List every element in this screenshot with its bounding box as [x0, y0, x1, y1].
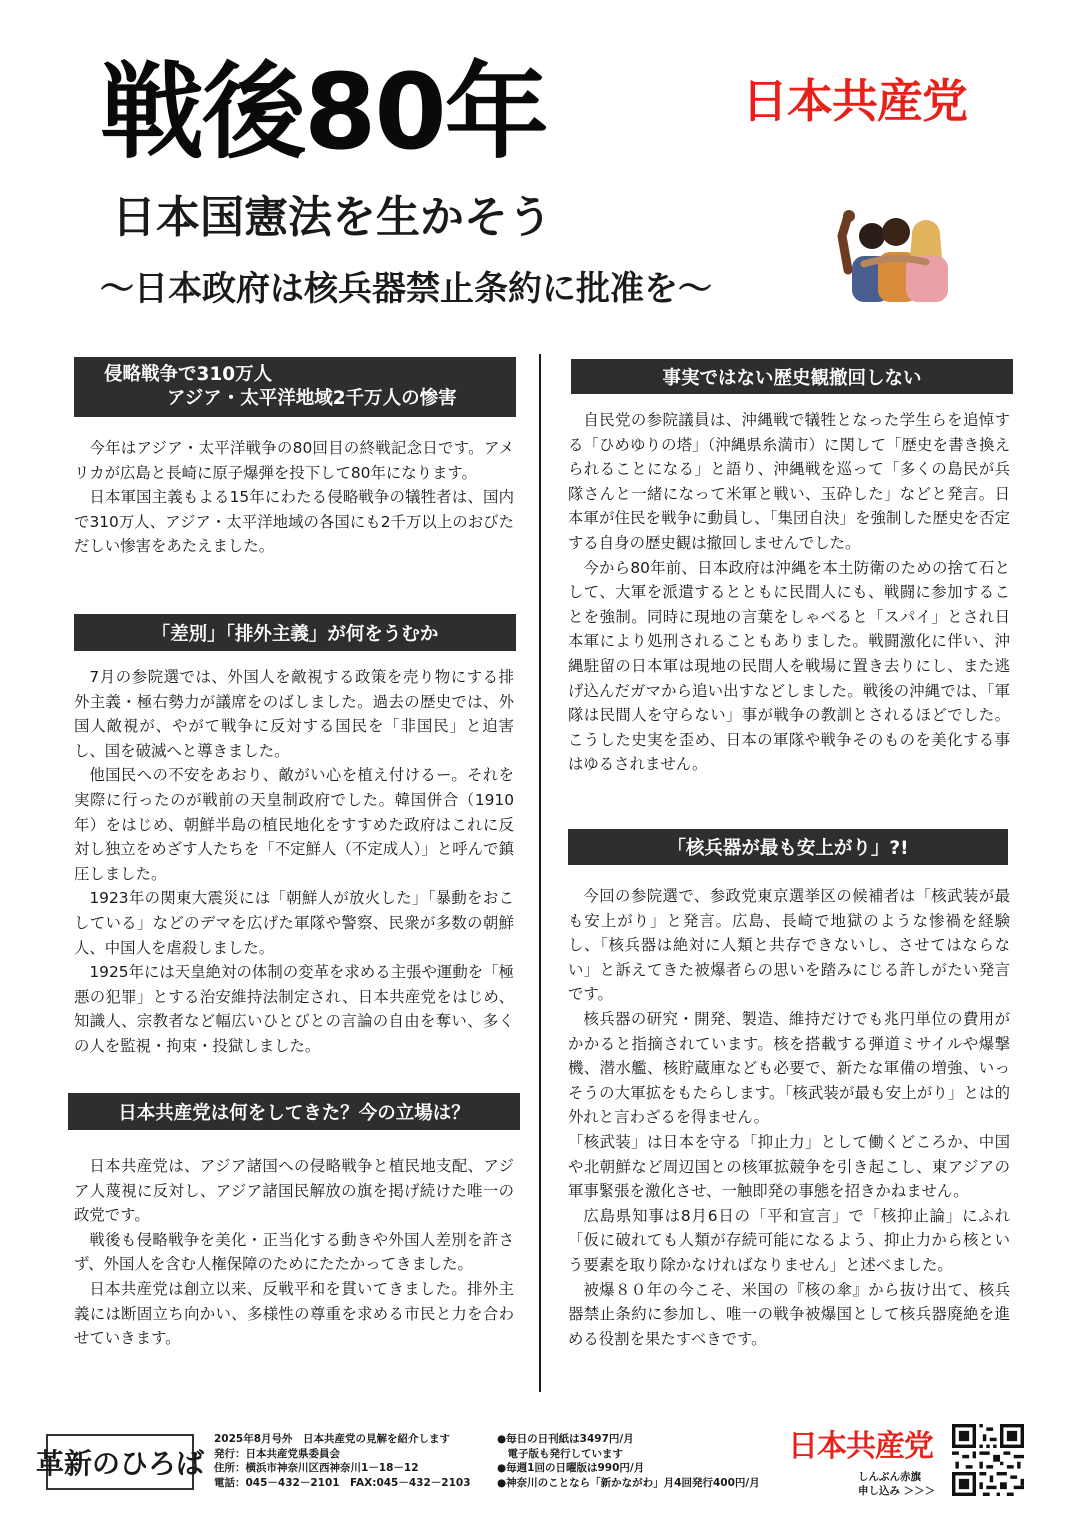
heading-line-2: アジア・太平洋地域2千万人の惨害	[167, 388, 457, 409]
paragraph: 他国民への不安をあおり、敵がい心を植え付けるー。それを実際に行ったのが戦前の天皇制政府でした。韓国併合（1910年）をはじめ、朝鮮半島の植民地化をすすめた政府はこれに反対し独立をめざす人たちを「不定鮮人（不定成人）」と呼んで鎮圧しました。	[74, 766, 514, 883]
qr-code[interactable]	[952, 1424, 1024, 1496]
section-heading-jcp-stance: 日本共産党は何をしてきた？今の立場は？	[68, 1093, 520, 1130]
paragraph: 日本軍国主義もよる15年にわたる侵略戦争の犠牲者は、国内で310万人、アジア・太平洋地域の各国にも2千万以上のおびただしい惨害をあたえました。	[74, 488, 514, 556]
paragraph: 日本共産党は創立以来、反戦平和を貫いてきました。排外主義には断固立ち向かい、多様性の尊重を求める市民と力を合わせていきます。	[74, 1279, 514, 1348]
paragraph: 「核武装」は日本を守る「抑止力」として働くどころか、中国や北朝鮮など周辺国との核軍拡競争を引き起こし、東アジアの軍事緊張を激化させ、一触即発の事態を招きかねません。	[568, 1132, 1010, 1201]
paragraph: 7月の参院選では、外国人を敵視する政策を売り物にする排外主義・極右勢力が議席をのばしました。過去の歴史では、外国人敵視が、やがて戦争に反対する国民を「非国民」と迫害し、国を破滅へと導きました。	[74, 668, 514, 760]
paragraph: 戦後も侵略戦争を美化・正当化する動きや外国人差別を許さず、外国人を含む人権保障のためにたたかってきました。	[74, 1230, 514, 1274]
paragraph: 日本共産党は、アジア諸国への侵略戦争と植民地支配、アジア人蔑視に反対し、アジア諸国民解放の旗を掲げ続けた唯一の政党です。	[74, 1157, 514, 1225]
paragraph: 1923年の関東大震災には「朝鮮人が放火した」「暴動をおこしている」などのデマを広げた軍隊や警察、民衆が多数の朝鮮人、中国人を虐殺しました。	[74, 889, 514, 957]
page-title: 戦後80年	[100, 51, 547, 173]
paragraph: 今から80年前、日本政府は沖縄を本土防衛のための捨て石として、大軍を派遣するとともに民間人にも、戦闘に参加することを強制。同時に現地の言葉をしゃべると「スパイ」とされ日本軍により処刑されることもありました。戦闘激化に伴い、沖縄駐留の日本軍は現地の民間人を戦場に置き去りにし、また逃げ込んだガマから追い出すなどしました。戦後の沖縄では、「軍隊は民間人を守らない」事が戦争の教訓とされるほどでした。こうした史実を歪め、日本の軍隊や戦争そのものを美化する事はゆるされません。	[568, 558, 1010, 774]
section-body-jcp-stance	[74, 1154, 514, 1351]
subscription-prices: ●毎日の日刊紙は3497円/月 電子版も発行しています ●毎週1回の日曜版は990円/月 ●神奈川のことなら「新かながわ」月4回発行400円/月	[497, 1433, 760, 1489]
paragraph: 広島県知事は8月6日の「平和宣言」で「核抑止論」にふれ「仮に破れても人類が存続可能になるよう、抑止力から核という要素を取り除かなければなりません」と述べました。	[568, 1206, 1010, 1274]
subtitle: 日本国憲法を生かそう	[112, 192, 552, 243]
paragraph: 自民党の参院議員は、沖縄戦で犠牲となった学生らを追悼する「ひめゆりの塔」（沖縄県糸満市）に関して「歴史を書き換えられることになる」と語り、沖縄戦を巡って「多くの島民が兵隊さんと一緒になって米軍と戦い、玉砕した」などと発言。日本軍が住民を戦争に動員し、「集団自決」を強制した歴史を否定する自身の歴史観は撤回しませんでした。	[568, 411, 1010, 552]
section-heading-nuclear-cheapest: 「核兵器が最も安上がり」?!	[568, 829, 1008, 865]
column-divider	[539, 354, 541, 1392]
section-heading-invasion	[74, 357, 516, 417]
paragraph: 今年はアジア・太平洋戦争の80回目の終戦記念日です。アメリカが広島と長崎に原子爆弾を投下して80年になります。	[74, 439, 514, 482]
paragraph: 1925年には天皇絶対の体制の変革を求める主張や運動を「極悪の犯罪」とする治安維持法制定され、日本共産党をはじめ、知識人、宗教者など幅広いひとびとの言論の自由を奪い、多くの人を監視・拘束・投獄しました。	[74, 963, 514, 1055]
paragraph: 核兵器の研究・開発、製造、維持だけでも兆円単位の費用がかかると指摘されています。核を搭載する弾道ミサイルや爆撃機、潜水艦、核貯蔵庫なども必要で、新たな軍備の増強、いっそうの大軍拡をもたらします。「核武装が最も安上がり」とは的外れと言わざるを得ません。	[568, 1009, 1010, 1127]
heading-line-1: 侵略戦争で310万人	[104, 364, 273, 385]
paragraph: 今回の参院選で、参政党東京選挙区の候補者は「核武装が最も安上がり」と発言。広島、長崎で地獄のような惨禍を経験し、「核兵器は絶対に人類と共存できないし、させてはならない」と訴えてきた被爆者らの思いを踏みにじる許しがたい発言です。	[568, 887, 1010, 1004]
section-body-invasion	[74, 436, 514, 559]
section-heading-discrimination: 「差別」「排外主義」が何をうむか	[74, 614, 516, 651]
section-heading-history-view: 事実ではない歴史観撤回しない	[571, 359, 1013, 394]
subtitle-appeal: ～日本政府は核兵器禁止条約に批准を～	[100, 269, 712, 309]
section-body-nuclear-cheapest	[568, 884, 1010, 1351]
section-body-discrimination	[74, 665, 514, 1059]
subscribe-link[interactable]: しんぶん赤旗 申し込み ＞＞＞	[858, 1471, 936, 1497]
publisher-info: 2025年8月号外 日本共産党の見解を紹介します 発行：日本共産党県委員会 住所：横浜市神奈川区西神奈川1－18－12 電話：045－432－2101 FAX:045－432－2103	[214, 1433, 471, 1489]
party-logo-footer: 日本共産党	[788, 1429, 933, 1464]
section-body-history-view	[568, 408, 1010, 777]
party-logo: 日本共産党	[742, 74, 967, 128]
newsletter-logo: 革新のひろば	[46, 1434, 194, 1490]
paragraph: 被爆８０年の今こそ、米国の『核の傘』から抜け出て、核兵器禁止条約に参加し、唯一の戦争被爆国として核兵器廃絶を進める役割を果たすべきです。	[568, 1280, 1010, 1348]
people-illustration	[834, 206, 954, 302]
